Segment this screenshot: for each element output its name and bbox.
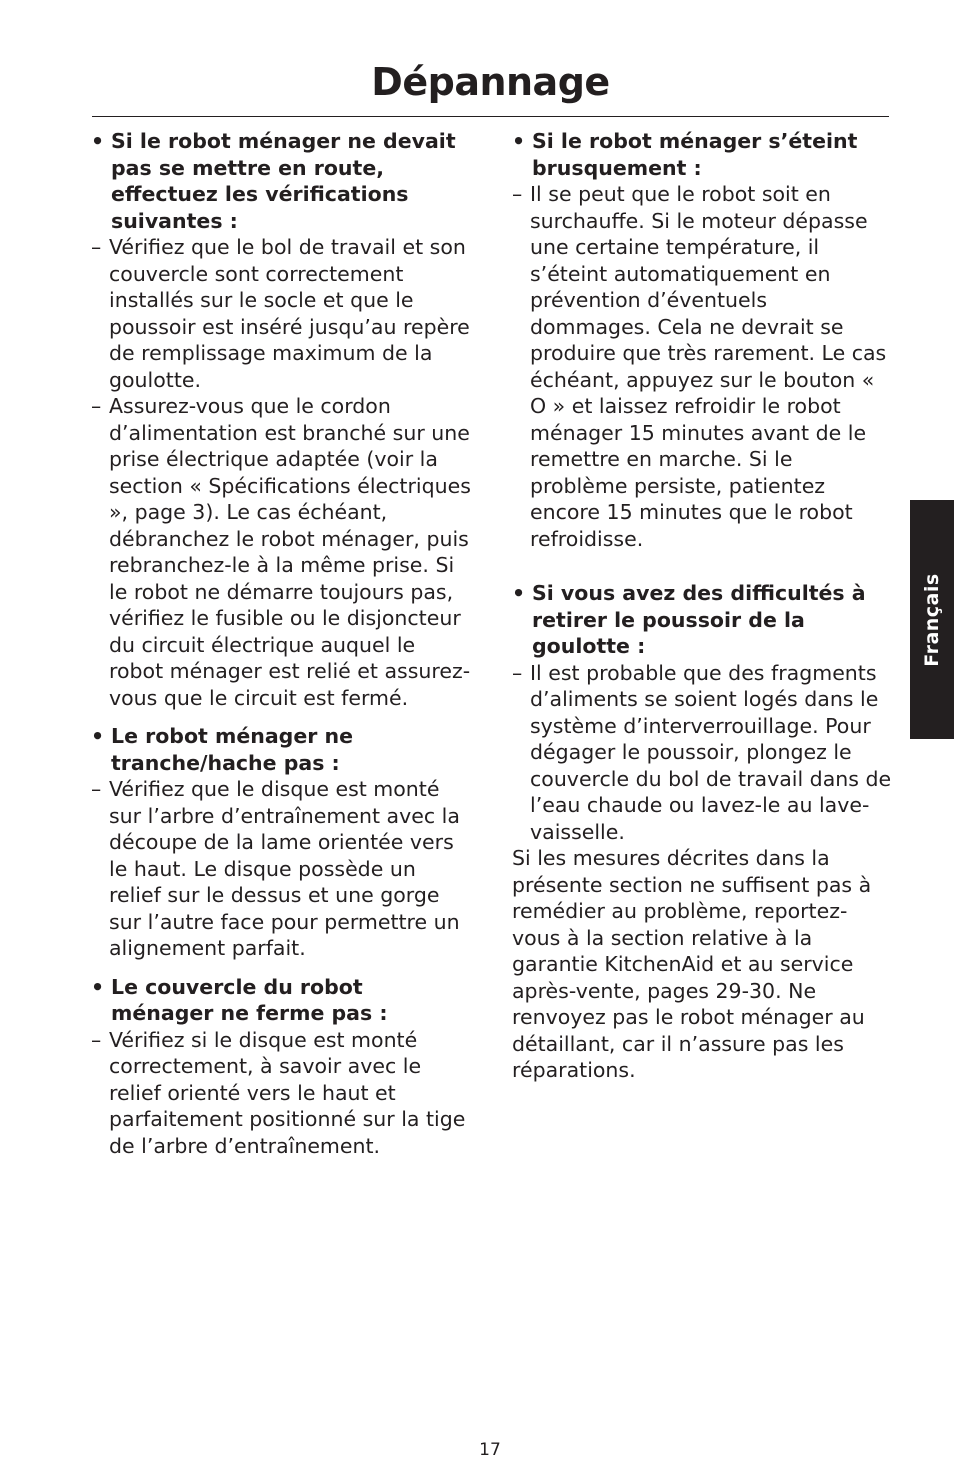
page-number: 17 (479, 1440, 501, 1460)
section-heading-text: Si le robot ménager ne devait pas se mettre en route, effectuez les vérifications suivantes : (111, 129, 456, 233)
section-heading (512, 580, 894, 660)
section-heading (512, 128, 894, 181)
dash-icon: – (512, 182, 523, 206)
closing-paragraph: Si les mesures décrites dans la présente section ne suffisent pas à remédier au problème, reportez-vous à la section relative à la garantie KitchenAid et au service après-vente, pages 29-30. Ne renvoyez pas le robot ménager au détaillant, car il n’assure pas les réparations. (512, 846, 872, 1082)
page-title: Dépannage (371, 60, 610, 104)
right-column (512, 128, 894, 1084)
dash-icon: – (91, 394, 102, 418)
troubleshoot-section-shutdown (512, 128, 894, 552)
list-item (512, 660, 894, 846)
bullet-icon: • (512, 129, 526, 153)
troubleshoot-section-no-slice (91, 723, 471, 962)
list-item-text: Vérifiez que le disque est monté sur l’arbre d’entraînement avec la découpe de la lame orientée vers le haut. Le disque possède un relief sur le dessus et une gorge sur l’autre face pour permettre un alignement parfait. (109, 777, 460, 960)
bullet-icon: • (512, 581, 526, 605)
list-item-text: Vérifiez si le disque est monté correctement, à savoir avec le relief orienté vers le haut et parfaitement positionné sur la tige de l’arbre d’entraînement. (109, 1027, 466, 1158)
section-heading-text: Si le robot ménager s’éteint brusquement : (532, 129, 858, 180)
list-item-text: Assurez-vous que le cordon d’alimentation est branché sur une prise électrique adaptée (voir la section « Spécifications électriques », page 3). Le cas échéant, débranchez le robot ménager, puis rebranchez-le à la même prise. Si le robot ne démarre toujours pas, vérifiez le fusible ou le disjoncteur du circuit électrique auquel le robot ménager est relié et assurez-vous que le circuit est fermé. (109, 394, 471, 710)
list-item-text: Il est probable que des fragments d’aliments se soient logés dans le système d’interverrouillage. Pour dégager le poussoir, plongez le couvercle du bol de travail dans de l’eau chaude ou lavez-le au lave-vaisselle. (530, 660, 892, 844)
section-heading-text: Si vous avez des difficultés à retirer le poussoir de la goulotte : (532, 581, 866, 658)
troubleshoot-section-lid (91, 974, 471, 1160)
list-item-text: Vérifiez que le bol de travail et son couvercle sont correctement installés sur le socle et que le poussoir est inséré jusqu’au repère de remplissage maximum de la goulotte. (109, 235, 470, 392)
section-heading (91, 974, 471, 1027)
dash-icon: – (91, 777, 102, 801)
list-item (91, 393, 471, 711)
list-item (91, 234, 471, 393)
language-tab-label: Français (921, 572, 943, 667)
title-rule (92, 116, 889, 117)
section-heading (91, 723, 471, 776)
list-item (512, 181, 894, 552)
troubleshoot-section-no-start (91, 128, 471, 711)
section-heading (91, 128, 471, 234)
dash-icon: – (91, 1027, 102, 1052)
bullet-icon: • (91, 724, 105, 748)
bullet-icon: • (91, 974, 105, 999)
list-item (91, 1027, 471, 1160)
language-side-tab (910, 500, 954, 739)
list-item-text: Il se peut que le robot soit en surchauffe. Si le moteur dépasse une certaine température, il s’éteint automatiquement en prévention d’éventuels dommages. Cela ne devrait se produire que très rarement. Le cas échéant, appuyez sur le bouton « O » et laissez refroidir le robot ménager 15 minutes avant de le remettre en marche. Si le problème persiste, patientez encore 15 minutes que le robot refroidisse. (530, 182, 887, 551)
bullet-icon: • (91, 129, 105, 153)
list-item (91, 776, 471, 962)
troubleshoot-section-pusher (512, 580, 894, 845)
section-heading-text: Le robot ménager ne tranche/hache pas : (111, 724, 354, 775)
dash-icon: – (512, 660, 523, 685)
section-heading-text: Le couvercle du robot ménager ne ferme pas : (111, 974, 388, 1025)
left-column (91, 128, 471, 1159)
dash-icon: – (91, 235, 102, 259)
